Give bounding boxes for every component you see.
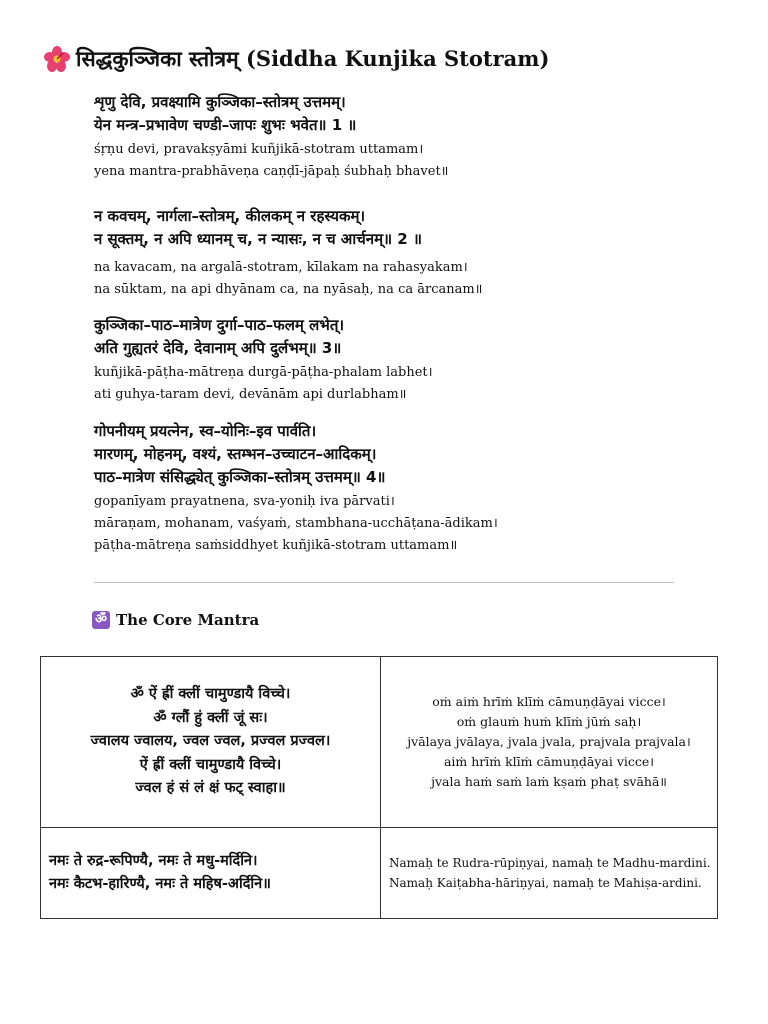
verse-4 [94,420,498,557]
mantra-transliteration-cell [381,657,718,828]
hibiscus-icon [44,46,70,72]
mantra-transliteration-cell [381,828,718,919]
translit-line: oṁ aiṁ hrīṁ klīṁ cāmuṇḍāyai vicce। [432,694,666,709]
verse-transliteration [94,257,482,301]
title-text: सिद्धकुञ्जिका स्तोत्रम् (Siddha Kunjika Stotram) [76,46,550,71]
translit-line: jvālaya jvālaya, jvala jvala, prajvala prajvala। [407,734,691,749]
page-title [44,44,549,74]
core-mantra-heading [92,608,259,632]
verse-1 [94,91,448,183]
mantra-line: ऐं ह्रीं क्लीं चामुण्डायै विच्चे। [139,756,282,773]
verse-line: मारणम्, मोहनम्, वश्यं, स्तम्भन–उच्चाटन–आदिकम्। [94,445,377,463]
translit-line: oṁ glauṁ huṁ klīṁ jūṁ saḥ। [456,714,642,729]
verse-3 [94,314,433,406]
translit-line: na kavacam, na argalā-stotram, kīlakam na rahasyakam। [94,260,468,275]
verse-line: गोपनीयम् प्रयत्नेन, स्व–योनिः–इव पार्वति। [94,422,317,440]
verse-devanagari [94,91,448,137]
mantra-devanagari-cell [41,828,381,919]
translit-line: yena mantra-prabhāveṇa caṇḍī-jāpaḥ śubhaḥ bhavet॥ [94,164,449,179]
translit-line: aiṁ hrīṁ klīṁ cāmuṇḍāyai vicce। [443,754,655,769]
verse-line: न कवचम्, नार्गला–स्तोत्रम्, कीलकम् न रहस्यकम्। [94,207,366,225]
translit-line: na sūktam, na api dhyānam ca, na nyāsaḥ, na ca ārcanam॥ [94,282,483,297]
mantra-devanagari-cell [41,657,381,828]
verse-transliteration [94,362,433,406]
mantra-line: ॐ ऐं ह्रीं क्लीं चामुण्डायै विच्चे। [130,686,291,703]
translit-line: jvala haṁ saṁ laṁ kṣaṁ phaṭ svāhā॥ [431,774,667,789]
om-icon: ॐ [92,611,110,629]
mantra-line: ज्वालय ज्वालय, ज्वल ज्वल, प्रज्वल प्रज्वल। [90,733,331,750]
translit-line: Namaḥ Kaiṭabha-hāriṇyai, namaḥ te Mahiṣa-ardini. [389,876,702,890]
translit-line: māraṇam, mohanam, vaśyaṁ, stambhana-ucchāṭana-ādikam। [94,516,498,531]
verse-devanagari [94,314,433,360]
verse-devanagari [94,420,498,489]
verse-line: अति गुह्यतरं देवि, देवानाम् अपि दुर्लभम्॥ 3॥ [94,339,342,357]
verse-line: शृणु देवि, प्रवक्ष्यामि कुञ्जिका–स्तोत्रम् उत्तमम्। [94,93,346,111]
translit-line: gopanīyam prayatnena, sva-yoniḥ iva pārvati। [94,494,395,509]
verse-line: न सूक्तम्, न अपि ध्यानम् च, न न्यासः, न च आर्चनम्॥ 2 ॥ [94,230,422,248]
mantra-line: ज्वल हं सं लं क्षं फट् स्वाहा॥ [135,780,286,797]
mantra-line: ॐ ग्लौं हुं क्लीं जूं सः। [153,709,268,726]
translit-line: ati guhya-taram devi, devānām api durlabham॥ [94,387,407,402]
verse-transliteration [94,139,448,183]
verse-transliteration [94,491,498,557]
verse-line: पाठ–मात्रेण संसिद्ध्येत् कुञ्जिका–स्तोत्रम् उत्तमम्॥ 4॥ [94,468,386,486]
mantra-line: नमः ते रुद्र-रूपिण्यै, नमः ते मधु-मर्दिनि। [49,852,258,869]
verse-line: येन मन्त्र–प्रभावेण चण्डी–जापः शुभः भवेत॥ 1 ॥ [94,116,357,134]
section-divider [94,582,674,583]
mantra-line: नमः कैटभ-हारिण्यै, नमः ते महिष-अर्दिनि॥ [49,876,271,892]
verse-devanagari [94,205,482,251]
translit-line: Namaḥ te Rudra-rūpiṇyai, namaḥ te Madhu-mardini. [389,856,711,870]
table-row [41,657,718,828]
translit-line: śṛṇu devi, pravakṣyāmi kuñjikā-stotram uttamam। [94,142,424,157]
table-row [41,828,718,919]
verse-2 [94,205,482,301]
translit-line: pāṭha-mātreṇa saṁsiddhyet kuñjikā-stotram uttamam॥ [94,538,458,553]
core-mantra-heading-text: The Core Mantra [116,611,260,629]
core-mantra-table [40,656,718,919]
verse-line: कुञ्जिका–पाठ–मात्रेण दुर्गा–पाठ–फलम् लभेत्। [94,316,345,334]
translit-line: kuñjikā-pāṭha-mātreṇa durgā-pāṭha-phalam labhet। [94,365,433,380]
